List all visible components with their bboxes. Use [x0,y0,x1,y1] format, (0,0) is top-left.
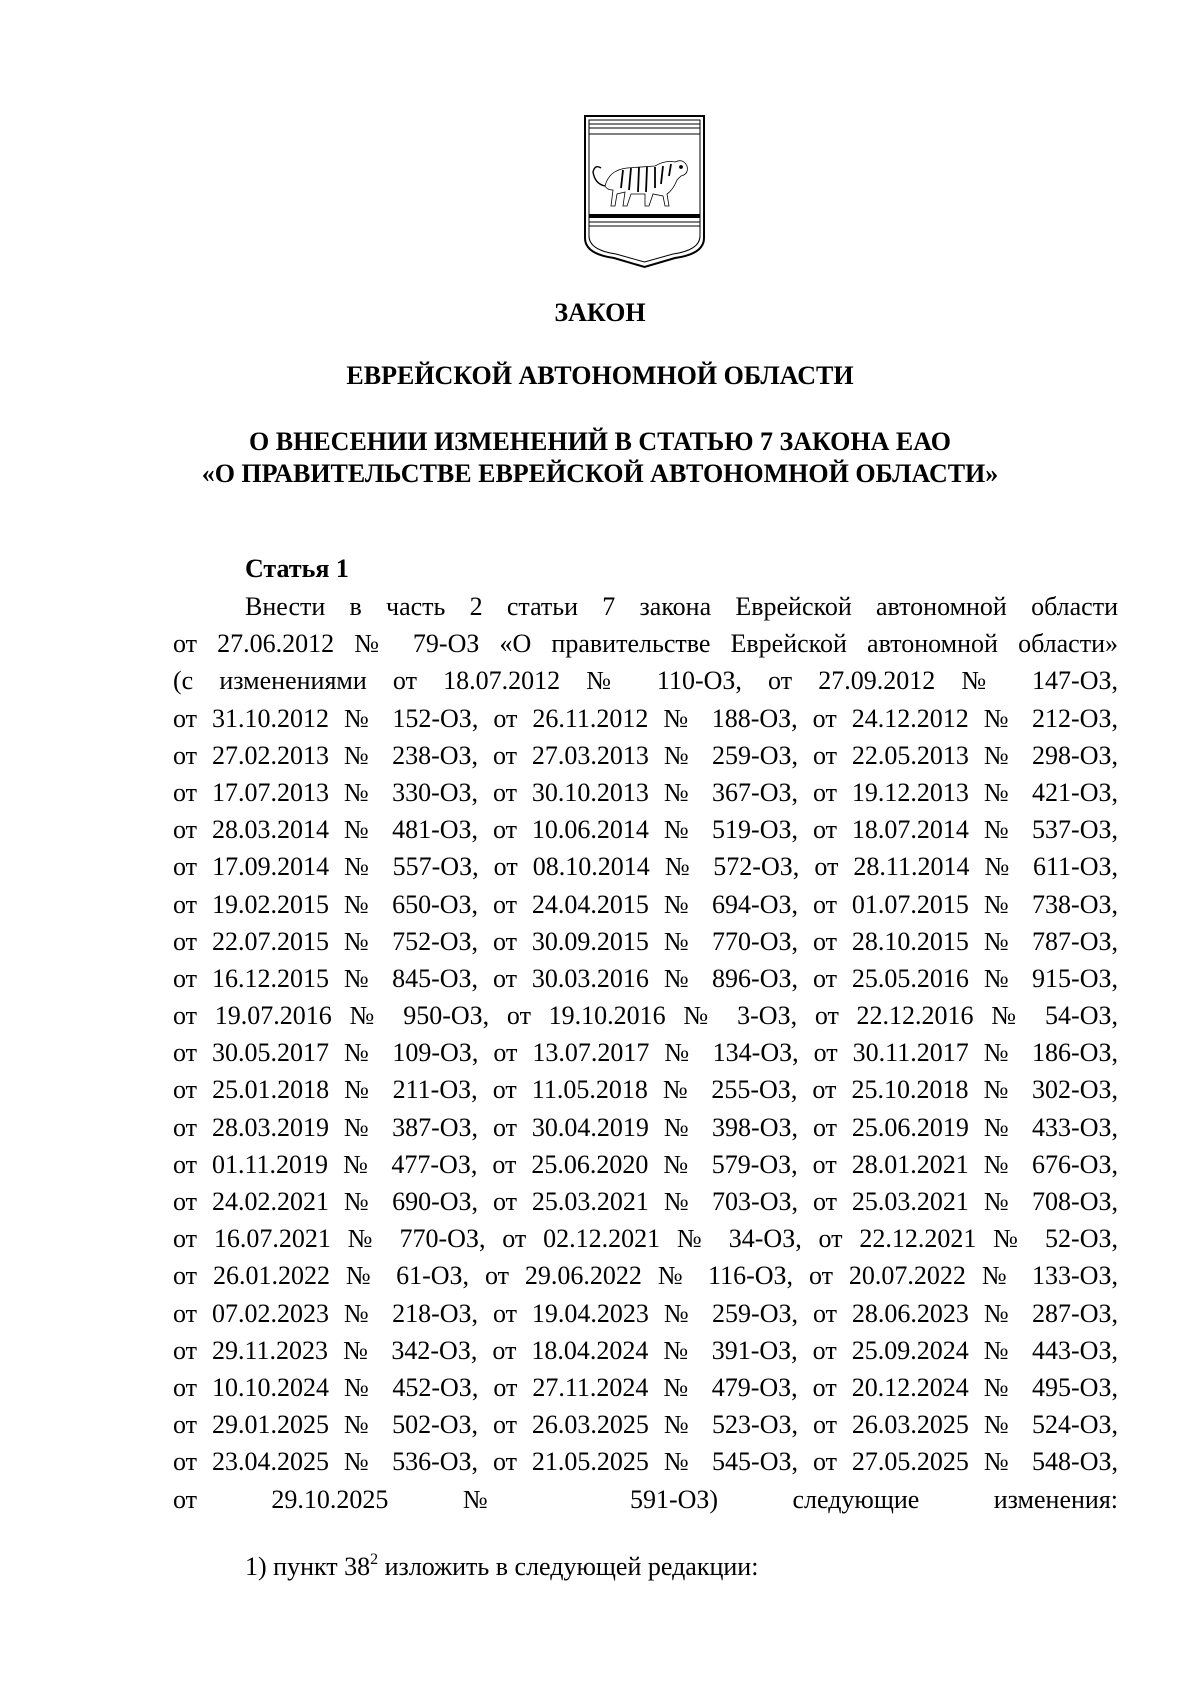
body-line: от 30.05.2017 № 109-ОЗ, от 13.07.2017 № 134-ОЗ, от 30.11.2017 № 186-ОЗ, [173,1038,1118,1068]
body-line: от 16.12.2015 № 845-ОЗ, от 30.03.2016 № 896-ОЗ, от 25.05.2016 № 915-ОЗ, [173,963,1118,993]
body-line: от 29.11.2023 № 342-ОЗ, от 18.04.2024 № 391-ОЗ, от 25.09.2024 № 443-ОЗ, [173,1335,1118,1365]
body-line: от 23.04.2025 № 536-ОЗ, от 21.05.2025 № 545-ОЗ, от 27.05.2025 № 548-ОЗ, [173,1447,1118,1477]
article-body [173,588,1118,1555]
body-line: от 10.10.2024 № 452-ОЗ, от 27.11.2024 № 479-ОЗ, от 20.12.2024 № 495-ОЗ, [173,1372,1118,1402]
region-name: ЕВРЕЙСКОЙ АВТОНОМНОЙ ОБЛАСТИ [346,361,854,390]
body-line: от 28.03.2014 № 481-ОЗ, от 10.06.2014 № 519-ОЗ, от 18.07.2014 № 537-ОЗ, [173,815,1118,845]
body-line: от 29.10.2025 № 591-ОЗ) следующие изменения: [173,1484,1118,1514]
body-line: от 28.03.2019 № 387-ОЗ, от 30.04.2019 № 398-ОЗ, от 25.06.2019 № 433-ОЗ, [173,1112,1118,1142]
law-title-line-1: О ВНЕСЕНИИ ИЗМЕНЕНИЙ В СТАТЬЮ 7 ЗАКОНА ЕАО [249,427,951,456]
body-line: от 25.01.2018 № 211-ОЗ, от 11.05.2018 № 255-ОЗ, от 25.10.2018 № 302-ОЗ, [173,1075,1118,1105]
body-line [173,1518,1118,1555]
body-line: от 27.06.2012 № 79-ОЗ «О правительстве Еврейской автономной области» [173,629,1118,659]
item-1-prefix: 1) пункт 38 [245,1552,371,1581]
body-line: (с изменениями от 18.07.2012 № 110-ОЗ, от 27.09.2012 № 147-ОЗ, [173,666,1118,696]
body-line: от 07.02.2023 № 218-ОЗ, от 19.04.2023 № 259-ОЗ, от 28.06.2023 № 287-ОЗ, [173,1298,1118,1328]
article-title: Статья 1 [245,554,349,583]
body-line: Внести в часть 2 статьи 7 закона Еврейской автономной области [245,592,1118,621]
body-line: от 19.07.2016 № 950-ОЗ, от 19.10.2016 № 3-ОЗ, от 22.12.2016 № 54-ОЗ, [173,1001,1118,1031]
body-line: от 17.07.2013 № 330-ОЗ, от 30.10.2013 № 367-ОЗ, от 19.12.2013 № 421-ОЗ, [173,777,1118,807]
coat-of-arms-emblem [583,114,706,269]
body-line: от 22.07.2015 № 752-ОЗ, от 30.09.2015 № 770-ОЗ, от 28.10.2015 № 787-ОЗ, [173,926,1118,956]
item-1-suffix: изложить в следующей редакции: [378,1552,759,1581]
body-line: от 19.02.2015 № 650-ОЗ, от 24.04.2015 № 694-ОЗ, от 01.07.2015 № 738-ОЗ, [173,889,1118,919]
body-line: от 17.09.2014 № 557-ОЗ, от 08.10.2014 № 572-ОЗ, от 28.11.2014 № 611-ОЗ, [173,852,1118,882]
law-title-line-2: «О ПРАВИТЕЛЬСТВЕ ЕВРЕЙСКОЙ АВТОНОМНОЙ ОБЛАСТИ» [201,459,999,488]
body-line: от 29.01.2025 № 502-ОЗ, от 26.03.2025 № 523-ОЗ, от 26.03.2025 № 524-ОЗ, [173,1410,1118,1440]
body-line: от 26.01.2022 № 61-ОЗ, от 29.06.2022 № 116-ОЗ, от 20.07.2022 № 133-ОЗ, [173,1261,1118,1291]
body-line: от 16.07.2021 № 770-ОЗ, от 02.12.2021 № 34-ОЗ, от 22.12.2021 № 52-ОЗ, [173,1224,1118,1254]
body-line: от 01.11.2019 № 477-ОЗ, от 25.06.2020 № 579-ОЗ, от 28.01.2021 № 676-ОЗ, [173,1149,1118,1179]
body-line: от 27.02.2013 № 238-ОЗ, от 27.03.2013 № 259-ОЗ, от 22.05.2013 № 298-ОЗ, [173,740,1118,770]
law-label: ЗАКОН [554,298,646,327]
body-line: от 24.02.2021 № 690-ОЗ, от 25.03.2021 № 703-ОЗ, от 25.03.2021 № 708-ОЗ, [173,1187,1118,1216]
law-title [0,426,1200,490]
item-1-superscript: 2 [370,1551,379,1568]
item-1 [245,1551,758,1583]
body-line: от 31.10.2012 № 152-ОЗ, от 26.11.2012 № 188-ОЗ, от 24.12.2012 № 212-ОЗ, [173,703,1118,733]
